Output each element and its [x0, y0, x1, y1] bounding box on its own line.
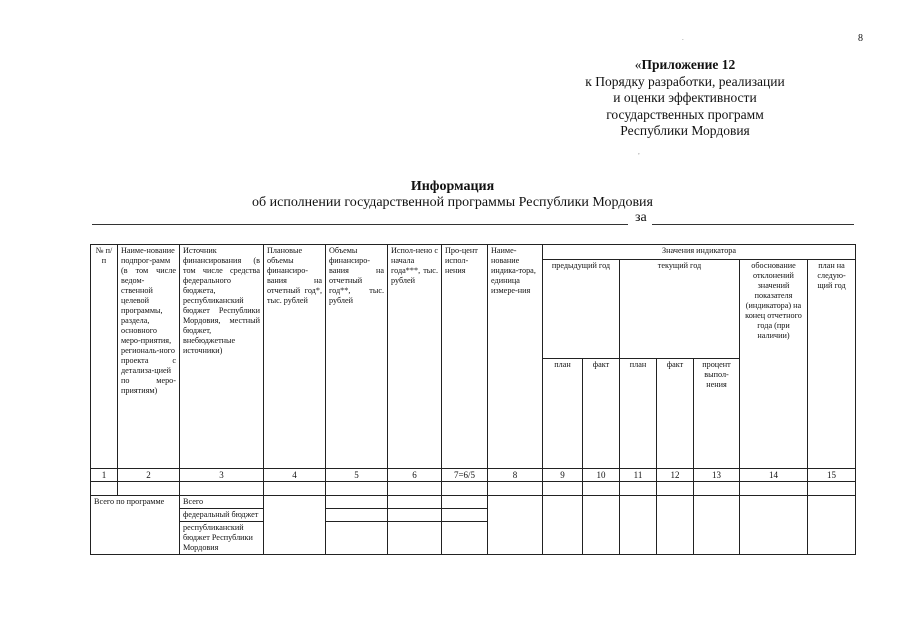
header-current-plan: план [620, 359, 657, 469]
program-name-blank [92, 224, 628, 225]
funding-source-cell: федеральный бюджет [180, 509, 264, 522]
header-subprogram: Наиме-нование подпрог-рамм (в том числе ведом-ственной целевой программы, раздела, основного меро-приятия, региональ-ного проекта с детализа-цией по меро-приятиям) [118, 245, 180, 469]
column-number: 11 [620, 469, 657, 482]
header-prev-fact: факт [583, 359, 620, 469]
period-label: за [635, 210, 647, 225]
appendix-line: Республики Мордовия [620, 123, 750, 138]
column-number: 2 [118, 469, 180, 482]
header-deviation-justification: обоснование отклонений значений показателя (индикатора) на конец отчетного года (при наличии) [740, 260, 808, 469]
header-current-fact: факт [657, 359, 694, 469]
report-table [90, 244, 856, 555]
report-subtitle: об исполнении государственной программы Республики Мордовия [252, 195, 653, 210]
appendix-title: «Приложение 12 [634, 57, 736, 72]
header-percent-execution: процент выпол-нения [694, 359, 740, 469]
header-execution-percent: Про-цент испол-нения [442, 245, 488, 469]
column-number: 14 [740, 469, 808, 482]
appendix-line: государственных программ [606, 106, 764, 122]
header-indicator-name: Наиме-нование индика-тора, единица измере-ния [488, 245, 543, 469]
appendix-header [525, 57, 845, 140]
scan-speck: . [682, 34, 684, 42]
column-numbers-row [91, 469, 856, 482]
column-number: 7=6/5 [442, 469, 488, 482]
header-next-year-plan: план на следую-щий год [808, 260, 856, 469]
header-planned-volume: Плановые объемы финансиро-вания на отчетный год*, тыс. рублей [264, 245, 326, 469]
column-number: 4 [264, 469, 326, 482]
header-current-year: текущий год [620, 260, 740, 359]
blank-row [91, 482, 856, 496]
column-number: 8 [488, 469, 543, 482]
column-number: 13 [694, 469, 740, 482]
period-blank [652, 224, 854, 225]
appendix-line: к Порядку разработки, реализации [585, 73, 785, 89]
funding-source-cell: республиканский бюджет Республики Мордовия [180, 522, 264, 555]
report-title: Информация [410, 179, 495, 194]
column-number: 10 [583, 469, 620, 482]
column-number: 9 [543, 469, 583, 482]
appendix-line: и оценки эффективности [613, 90, 757, 105]
header-funding-source: Источник финансирования (в том числе средства федерального бюджета, республиканский бюджет Республики Мордовия, местный бюджет, внебюджетные источники) [180, 245, 264, 469]
header-number: № п/п [91, 245, 118, 469]
column-number: 1 [91, 469, 118, 482]
header-indicator-values: Значения индикатора [543, 245, 856, 260]
header-prev-plan: план [543, 359, 583, 469]
header-previous-year: предыдущий год [543, 260, 620, 359]
scan-speck: , [638, 148, 640, 156]
page-number: 8 [858, 33, 863, 44]
header-financing-volume: Объемы финансиро-вания на отчетный год**, тыс. рублей [326, 245, 388, 469]
funding-source-cell: Всего [180, 496, 264, 509]
column-number: 15 [808, 469, 856, 482]
column-number: 12 [657, 469, 694, 482]
summary-row-total [91, 496, 856, 509]
column-number: 3 [180, 469, 264, 482]
column-number: 5 [326, 469, 388, 482]
column-number: 6 [388, 469, 442, 482]
summary-label: Всего по программе [91, 496, 180, 555]
header-executed: Испол-нено с начала года***, тыс. рублей [388, 245, 442, 469]
